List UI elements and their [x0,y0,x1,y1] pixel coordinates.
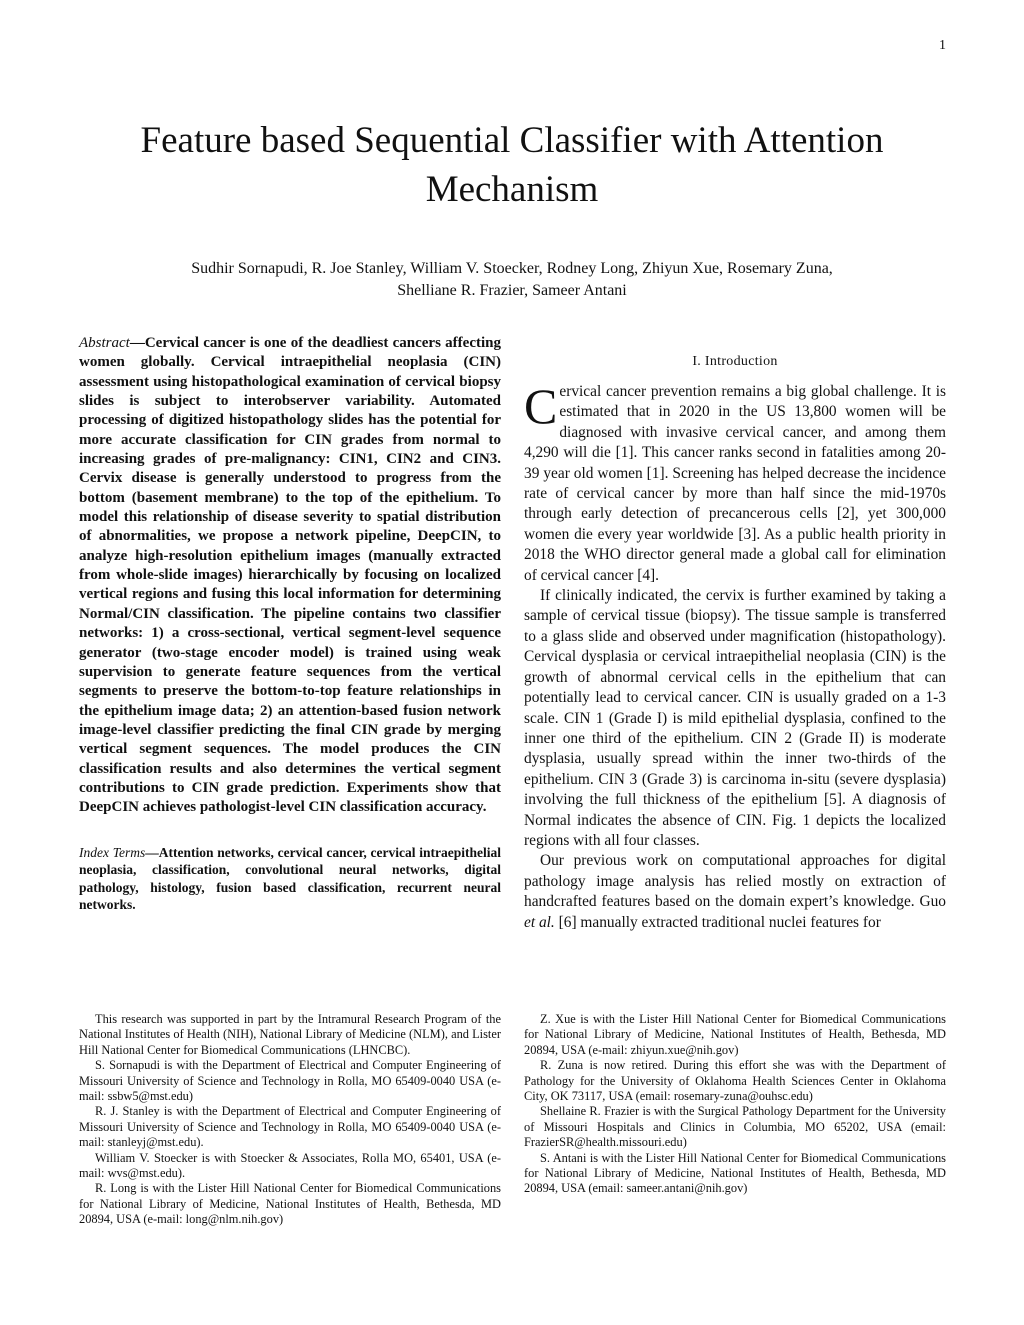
abstract-text: —Cervical cancer is one of the deadliest cancers affecting women globally. Cervical intraepithelial neoplasia (CIN) assessment using histopathological examination of cervical biopsy slides is subject to interobserver variability. Automated processing of digitized histopathology slides has the potential for more accurate classification for CIN grades from normal to increasing grades of pre-malignancy: CIN1, CIN2 and CIN3. Cervix disease is generally understood to progress from the bottom (basement membrane) to the top of the epithelium. To model this relationship of disease severity to spatial distribution of abnormalities, we propose a network pipeline, DeepCIN, to analyze high-resolution epithelium images (manually extracted from whole-slide images) hierarchically by focusing on localized vertical regions and fusing this local information for determining Normal/CIN classification. The pipeline contains two classifier networks: 1) a cross-sectional, vertical segment-level sequence generator (two-stage encoder model) is trained using weak supervision to generate feature sequences from the vertical segments to preserve the bottom-to-top feature relationships in the epithelium image data; 2) an attention-based fusion network image-level classifier predicting the final CIN grade by merging vertical segment sequences. The model produces the CIN classification results and also determines the vertical segment contributions to CIN grade prediction. Experiments show that DeepCIN achieves pathologist-level CIN classification accuracy. [79,335,501,816]
intro-paragraph-1-rest: It is estimated that in 2020 in the US 13,800 women will be diagnosed with invasive cervical cancer, and among them 4,290 will die [1]. This cancer ranks second in fatalities among 20-39 year old women [1]. Screening has helped decrease the incidence rate of cervical cancer by more than half since the mid-1970s through early detection of precancerous cells [2], yet 300,000 women die every year worldwide [3]. As a public health priority in 2018 the WHO director general made a global call for elimination of cervical cancer [4]. [524,383,946,584]
footnotes-left [79,1012,501,1228]
footnote-affiliation: William V. Stoecker is with Stoecker & Associates, Rolla MO, 65401, USA (e-mail: wvs@mst.edu). [79,1150,501,1181]
footnote-affiliation: S. Sornapudi is with the Department of Electrical and Computer Engineering of Missouri University of Science and Technology in Rolla, MO 65409-0040 USA (e-mail: ssbw5@mst.edu) [79,1058,501,1104]
right-column [524,354,946,933]
author-list [80,258,944,302]
footnote-funding: This research was supported in part by the Intramural Research Program of the National Institutes of Health (NIH), National Library of Medicine (NLM), and Lister Hill National Center for Biomedical Communications (LHNCBC). [79,1012,501,1057]
intro-paragraph-1 [524,378,946,586]
intro-paragraph-2: If clinically indicated, the cervix is further examined by taking a sample of cervical tissue (biopsy). The tissue sample is transferred to a glass slide and observed under magnification (histopathology). Cervical dysplasia or cervical intraepithelial neoplasia (CIN) is the growth of abnormal cervical cells in the epithelium that can potentially lead to cervical cancer. CIN is usually graded on a 1-3 scale. CIN 1 (Grade I) is mild epithelial dysplasia, confined to the inner one third of the epithelium. CIN 2 (Grade II) is moderate dysplasia, usually spread within the inner two-thirds of the epithelium. CIN 3 (Grade 3) is carcinoma in-situ (severe dysplasia) involving the full thickness of the epithelium [5]. A diagnosis of Normal indicates the absence of CIN. Fig. 1 depicts the localized regions with all four classes. [524,587,946,849]
footnote-affiliation: R. Long is with the Lister Hill National Center for Biomedical Communications for National Library of Medicine, National Institutes of Health, Bethesda, MD 20894, USA (e-mail: long@nlm.nih.gov) [79,1181,501,1227]
paper-title: Feature based Sequential Classifier with Attention Mechanism [140,120,884,210]
abstract [79,334,501,818]
intro-paragraph-3-start: Our previous work on computational approaches for digital pathology image analysis has relied mostly on extraction of handcrafted features based on the domain expert’s knowledge. Guo [524,852,946,911]
abstract-label: Abstract [79,335,130,351]
footnote-affiliation: Shellaine R. Frazier is with the Surgical Pathology Department for the University of Missouri Hospitals and Clinics in Columbia, MO 65202, USA (email: FrazierSR@health.missouri.edu) [524,1104,946,1150]
drop-cap: C [524,378,558,434]
footnote-affiliation: R. Zuna is now retired. During this effort she was with the Department of Pathology for the University of Oklahoma Health Sciences Center in Oklahoma City, OK 73117, USA (email: rosemary-zuna@ouhsc.edu) [524,1058,946,1104]
index-terms-text: —Attention networks, cervical cancer, cervical intraepithelial neoplasia, classification, convolutional neural networks, digital pathology, histology, fusion based classification, recurrent neural networks. [79,844,501,913]
index-terms [79,844,501,914]
index-terms-label: Index Terms [79,844,146,860]
footnote-affiliation: R. J. Stanley is with the Department of Electrical and Computer Engineering of Missouri University of Science and Technology in Rolla, MO 65409-0040 USA (e-mail: stanleyj@mst.edu). [79,1104,501,1150]
et-al: et al. [524,913,555,931]
footnote-affiliation: Z. Xue is with the Lister Hill National Center for Biomedical Communications for National Library of Medicine, National Institutes of Health, Bethesda, MD 20894, USA (e-mail: zhiyun.xue@nih.gov) [524,1012,946,1057]
page-number: 1 [939,38,946,53]
footnotes-right [524,1012,946,1197]
intro-paragraph-1-first-line: ervical cancer prevention remains a big global challenge. [559,383,917,400]
author-line: Sudhir Sornapudi, R. Joe Stanley, William V. Stoecker, Rodney Long, Zhiyun Xue, Rosemary Zuna, [191,260,833,277]
intro-paragraph-3 [524,851,946,933]
author-line: Shelliane R. Frazier, Sameer Antani [397,282,627,299]
footnote-affiliation: S. Antani is with the Lister Hill National Center for Biomedical Communications for National Library of Medicine, National Institutes of Health, Bethesda, MD 20894, USA (email: sameer.antani@nih.gov) [524,1150,946,1196]
left-column [79,334,501,914]
intro-paragraph-3-end: [6] manually extracted traditional nuclei features for [554,913,881,931]
section-heading-introduction: I. Introduction [692,354,778,369]
